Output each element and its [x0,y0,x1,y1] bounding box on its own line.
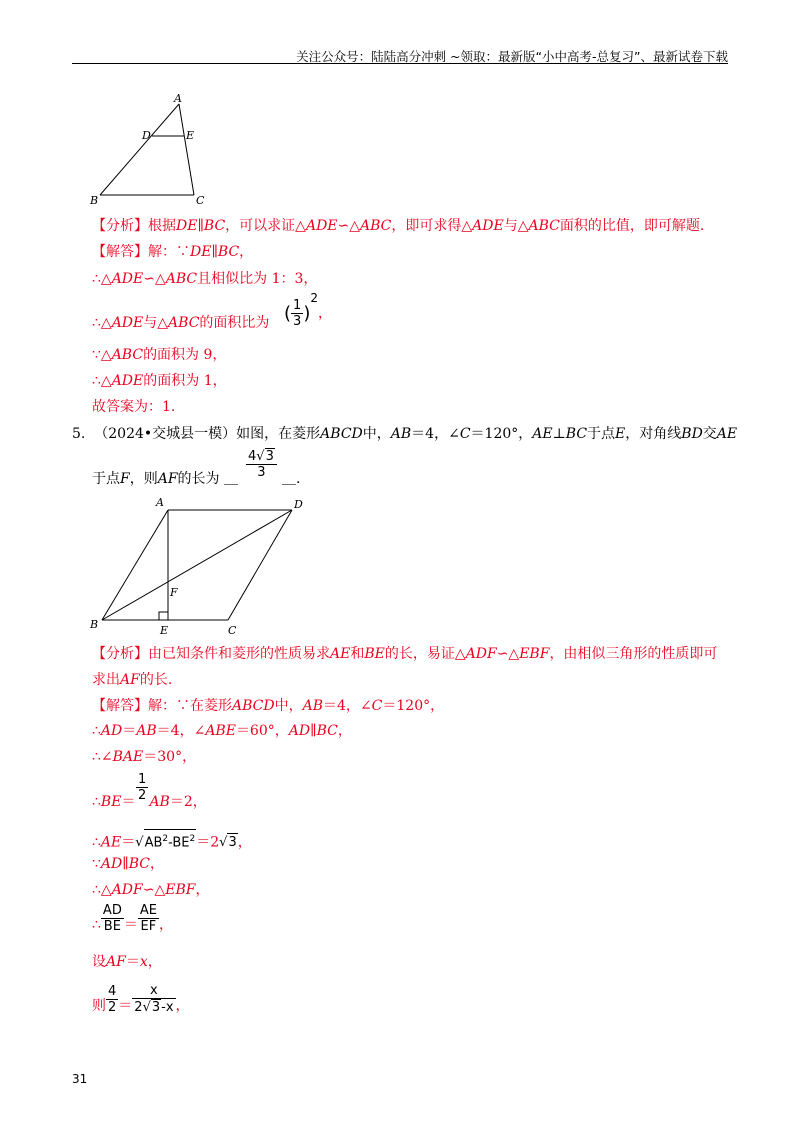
s2-line-h: ∴△ADF∽△EBF， [92,882,210,898]
s2-line-k: 则 $\frac{4}{2}$ ＝ $\frac{x}{2√3-x}$ ， [92,983,190,1015]
rhombus-figure [86,496,312,640]
label-a: A [174,92,182,105]
s2-line-e: ∴BE＝ AB＝2， [92,794,207,810]
s2-line-d: ∴∠BAE＝30°， [92,749,197,765]
s1-analysis: 【分析】根据DE∥BC，可以求证△ADE∽△ABC，即可求得△ADE与△ABC面积的比值，即可解题. [92,218,705,234]
s2-analysis-cont: 求出AF的长. [92,672,173,688]
label-d: D [142,129,151,142]
label-d: D [294,498,303,511]
label-c: C [196,194,205,207]
s2-line-i: ∴ $\frac{AD}{BE}$ ＝ $\frac{AE}{EF}$ ， [92,902,173,934]
label-e: E [160,624,169,637]
q5-line1: 5. （2024•交城县一模）如图，在菱形ABCD中，AB＝4，∠C＝120°，AE⊥BC于点E，对角线BD交AE [72,426,738,442]
s1-line3: ∴△ADE∽△ABC且相似比为 1：3， [92,271,318,287]
s2-line-j: 设AF＝x， [92,954,162,970]
triangle-figure [86,92,216,210]
s2-line-c: ∴AD＝AB＝4，∠ABE＝60°，AD∥BC， [92,723,352,739]
edge-ab [102,510,168,620]
q5-line2: 于点F，则AF的长为 ＿ [92,471,238,487]
diagonal-bd [102,510,292,620]
header-rule [72,63,728,64]
right-angle-mark [159,612,168,620]
s2-half-fraction: $\frac{1}{2}$ [138,772,147,803]
edge-ab [100,104,179,195]
edge-cd [228,510,292,620]
label-b: B [90,618,99,631]
page-number: 31 [72,1072,88,1086]
s1-line6: ∴△ADE的面积为 1， [92,373,227,389]
label-a: A [156,496,164,509]
page-header: 关注公众号：陆陆高分冲刺 ~领取：最新版“小中高考-总复习”、最新试卷下载 [296,49,728,64]
s2-analysis: 【分析】由已知条件和菱形的性质易求AE和BE的长，易证△ADF∽△EBF，由相似三角形的性质即可 [92,646,718,662]
edge-ac [179,104,194,195]
s1-ratio-expression: ( $\frac{1}{3}$ )$^2$， [284,290,332,329]
s2-line-g: ∵AD∥BC， [92,856,164,872]
label-f: F [170,586,178,599]
s1-line7: 故答案为：1. [92,399,176,415]
q5-blank-end: ＿. [282,471,301,487]
s1-answer: 【解答】解：∵DE∥BC， [92,244,254,260]
s1-line5: ∵△ABC的面积为 9， [92,347,227,363]
label-c: C [228,624,237,637]
s2-answer: 【解答】解：∵在菱形ABCD中，AB＝4，∠C＝120°， [92,698,445,714]
s1-line4: ∴△ADE与△ABC的面积比为 [92,315,270,331]
q5-answer-fraction: $\frac{4√3}{3}$ [246,448,277,480]
label-e: E [186,129,195,142]
s2-line-f: $\therefore AE=√AB^2-BE^2=2√3$， [92,829,252,852]
label-b: B [90,194,99,207]
